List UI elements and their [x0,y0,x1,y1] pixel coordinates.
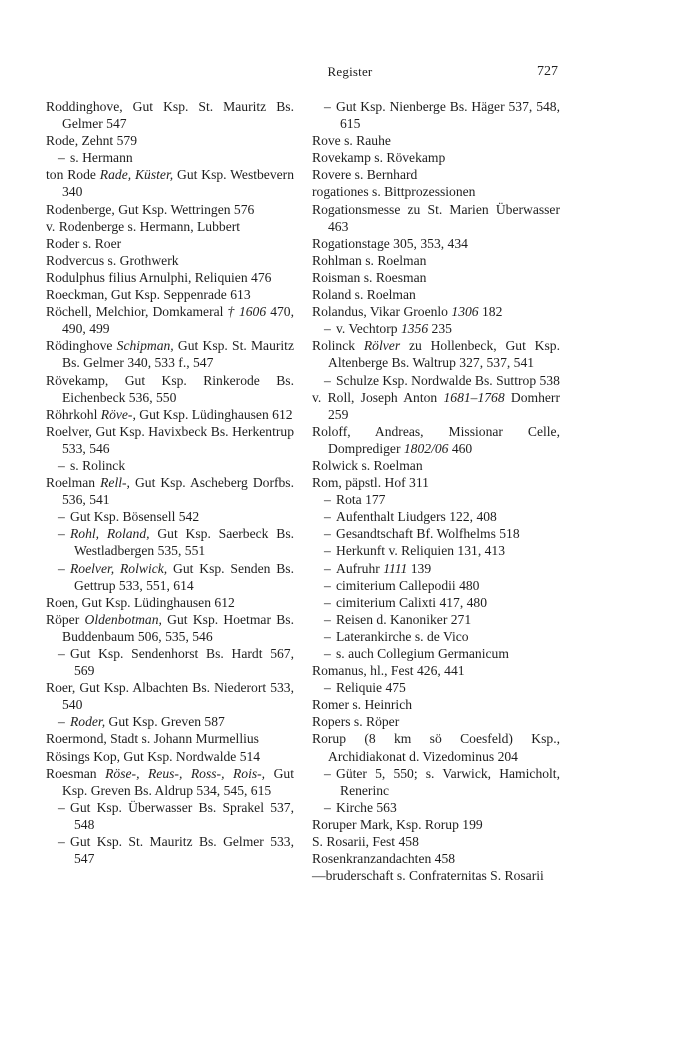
continuation-dash: – [324,321,331,337]
continuation-dash: – [58,509,65,525]
index-entry: Rogationstage 305, 353, 434 [312,235,468,251]
index-entry: – Gut Ksp. Nienberge Bs. Häger 537, 548, 615 [324,99,560,132]
index-entry: Roen, Gut Ksp. Lüdinghausen 612 [46,594,235,610]
index-entry: – cimiterium Calixti 417, 480 [324,594,488,610]
index-entry: – Laterankirche s. de Vico [324,628,469,644]
index-entry: Roisman s. Roesman [312,269,427,285]
index-entry: – Gesandtschaft Bf. Wolfhelms 518 [324,526,520,542]
index-entry: – s. Hermann [58,150,133,166]
index-entry: Roermond, Stadt s. Johann Murmellius [46,731,259,747]
index-entry: – Aufenthalt Liudgers 122, 408 [324,509,497,525]
index-entry: – Rohl, Roland, Gut Ksp. Saerbeck Bs. Westladbergen 535, 551 [58,526,295,559]
index-entry: – Gut Ksp. Sendenhorst Bs. Hardt 567, 569 [58,646,294,679]
index-entry: Röchell, Melchior, Domkameral † 1606 470, 490, 499 [46,304,294,337]
index-entry: – Gut Ksp. St. Mauritz Bs. Gelmer 533, 547 [58,834,294,867]
index-entry: Rösings Kop, Gut Ksp. Nordwalde 514 [46,748,261,764]
continuation-dash: – [324,594,331,610]
index-entry: Roeckman, Gut Ksp. Seppenrade 613 [46,287,251,303]
index-entry: Rovekamp s. Rövekamp [312,150,446,166]
continuation-dash: – [58,457,65,473]
index-entry: rogationes s. Bittprozessionen [312,184,476,200]
index-entry: Rorup (8 km sö Coesfeld) Ksp., Archidiakonat d. Vizedominus 204 [312,731,560,764]
continuation-dash: – [324,628,331,644]
index-entry: – s. auch Collegium Germanicum [324,646,509,661]
index-entry: Rövekamp, Gut Ksp. Rinkerode Bs. Eichenbeck 536, 550 [46,372,294,405]
index-entry: Rodvercus s. Grothwerk [46,252,179,268]
index-entry: – v. Vechtorp 1356 235 [324,321,452,337]
index-entry: Rödinghove Schipman, Gut Ksp. St. Mauritz Bs. Gelmer 340, 533 f., 547 [46,338,294,371]
index-entry: Rodenberge, Gut Ksp. Wettringen 576 [46,201,255,217]
continuation-dash: – [324,611,331,627]
index-entry: Rolwick s. Roelman [312,457,423,473]
index-entry: – Gut Ksp. Überwasser Bs. Sprakel 537, 548 [58,799,294,832]
continuation-dash: – [58,526,65,542]
index-entry: – Schulze Ksp. Nordwalde Bs. Suttrop 538 [324,372,560,388]
continuation-dash: – [324,646,331,661]
index-entry: Roddinghove, Gut Ksp. St. Mauritz Bs. Gelmer 547 [46,99,294,132]
continuation-dash: – [58,714,65,730]
index-entry: Rolinck Rölver zu Hollenbeck, Gut Ksp. Altenberge Bs. Waltrup 327, 537, 541 [312,338,560,371]
continuation-dash: – [324,509,331,525]
index-entry: Roelver, Gut Ksp. Havixbeck Bs. Herkentrup 533, 546 [46,423,294,456]
index-entry: Röper Oldenbotman, Gut Ksp. Hoetmar Bs. Buddenbaum 506, 535, 546 [46,611,294,644]
continuation-dash: – [58,560,65,576]
index-entry: Roland s. Roelman [312,287,416,303]
index-entry: – Reliquie 475 [324,680,406,696]
page-number: 727 [537,64,558,79]
index-entry: Roruper Mark, Ksp. Rorup 199 [312,816,483,832]
continuation-dash: – [324,765,331,781]
index-entry: – Gut Ksp. Bösensell 542 [58,509,200,525]
index-entry: Rosenkranzandachten 458 [312,851,456,867]
index-entry: – Kirche 563 [324,799,397,815]
index-entry: – s. Rolinck [58,457,126,473]
index-entry: Röhrkohl Röve-, Gut Ksp. Lüdinghausen 612 [46,406,293,422]
index-entry: Rovere s. Bernhard [312,167,418,183]
index-entry: Rode, Zehnt 579 [46,133,137,149]
continuation-dash: – [324,372,331,388]
index-entry: Roesman Röse-, Reus-, Ross-, Rois-, Gut Ksp. Greven Bs. Aldrup 534, 545, 615 [46,765,295,798]
index-entry: – Güter 5, 550; s. Varwick, Hamicholt, Renerinc [324,765,560,798]
index-entry: Rom, päpstl. Hof 311 [312,475,429,491]
index-entry: Rogationsmesse zu St. Marien Überwasser 463 [312,201,560,234]
continuation-dash: – [324,577,331,593]
continuation-dash: – [324,543,331,559]
index-entry: – Rota 177 [324,492,386,508]
index-entry: v. Rodenberge s. Hermann, Lubbert [46,218,241,234]
index-entry: Roer, Gut Ksp. Albachten Bs. Niederort 533, 540 [46,680,294,713]
continuation-dash: – [324,526,331,542]
index-entry: S. Rosarii, Fest 458 [312,834,419,850]
index-entry: —bruderschaft s. Confraternitas S. Rosarii [312,868,544,884]
index-column-left [46,98,294,867]
index-entry: – Aufruhr 1111 139 [324,560,432,576]
index-entry: Romanus, hl., Fest 426, 441 [312,663,465,679]
index-entry: ton Rode Rade, Küster, Gut Ksp. Westbevern 340 [46,167,294,200]
index-entry: Romer s. Heinrich [312,697,413,713]
index-entry: Rolandus, Vikar Groenlo 1306 182 [312,304,503,320]
index-entry: Rodulphus filius Arnulphi, Reliquien 476 [46,269,272,285]
continuation-dash: – [324,799,331,815]
index-entry: Rohlman s. Roelman [312,252,427,268]
index-entry: – Roder, Gut Ksp. Greven 587 [58,714,225,730]
index-entry: Rove s. Rauhe [312,133,391,149]
continuation-dash: – [324,99,331,114]
index-entry: – Reisen d. Kanoniker 271 [324,611,472,627]
index-entry: – cimiterium Callepodii 480 [324,577,480,593]
continuation-dash: – [324,492,331,508]
index-column-right [312,98,560,884]
running-title: Register [327,64,373,79]
continuation-dash: – [324,560,331,576]
continuation-dash: – [324,680,331,696]
index-entry: Roloff, Andreas, Missionar Celle, Domprediger 1802/06 460 [312,423,560,456]
continuation-dash: – [58,646,65,661]
index-entry: v. Roll, Joseph Anton 1681–1768 Domherr 259 [312,389,560,422]
index-entry: Roder s. Roer [46,235,122,251]
continuation-dash: – [58,799,65,815]
continuation-dash: – [58,150,65,166]
index-entry: Roelman Rell-, Gut Ksp. Ascheberg Dorfbs. 536, 541 [46,475,294,508]
index-entry: Ropers s. Röper [312,714,400,730]
continuation-dash: – [58,834,65,850]
index-entry: – Roelver, Rolwick, Gut Ksp. Senden Bs. Gettrup 533, 551, 614 [58,560,294,593]
index-entry: – Herkunft v. Reliquien 131, 413 [324,543,506,559]
